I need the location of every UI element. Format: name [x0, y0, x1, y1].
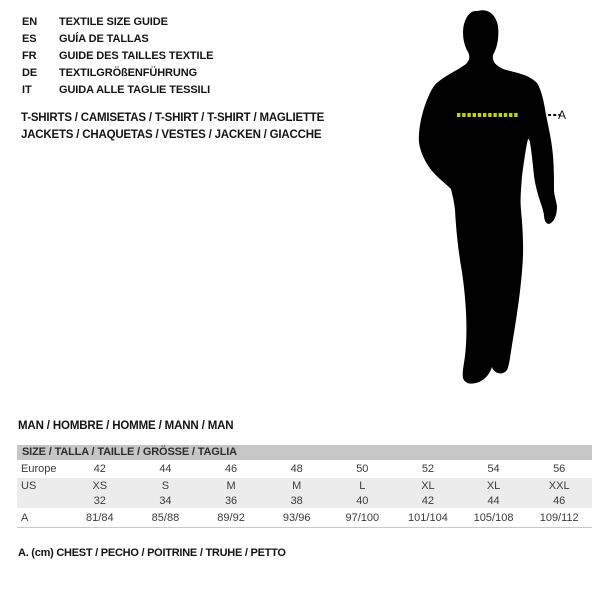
table-cell: 36 — [224, 494, 238, 507]
table-cell: 32 — [93, 494, 106, 507]
table-cell: XL — [421, 479, 435, 492]
table-row-europe — [17, 460, 592, 478]
language-row — [22, 14, 213, 31]
language-label: GUÍA DE TALLAS — [59, 33, 149, 45]
language-row — [22, 82, 213, 99]
silhouette-path — [419, 10, 557, 383]
product-line-jackets: JACKETS / CHAQUETAS / VESTES / JACKEN / GIACCHE — [21, 128, 322, 141]
table-cell: 93/96 — [282, 511, 311, 524]
table-cell: 50 — [356, 463, 369, 475]
language-code: DE — [22, 67, 38, 79]
table-cell: 48 — [290, 463, 303, 475]
size-table-header: SIZE / TALLA / TAILLE / GRÖSSE / TAGLIA — [17, 445, 592, 460]
table-cell: 38 — [290, 494, 303, 507]
section-title-man: MAN / HOMBRE / HOMME / MANN / MAN — [18, 420, 234, 432]
table-cell: 40 — [356, 494, 369, 507]
row-label: US — [21, 479, 37, 492]
man-figure — [400, 0, 600, 400]
table-row-chest-measure — [17, 508, 592, 527]
language-code: EN — [22, 16, 38, 28]
table-row-us-numeric — [17, 493, 592, 508]
row-label: Europe — [21, 463, 57, 475]
table-cell: 97/100 — [345, 511, 380, 524]
table-cell: M — [226, 479, 236, 492]
language-row — [22, 65, 213, 82]
table-cell: 54 — [487, 463, 500, 475]
table-cell: 46 — [224, 463, 238, 475]
language-label: TEXTILGRÖßENFÜHRUNG — [59, 67, 198, 79]
table-cell: 44 — [487, 494, 500, 507]
table-cell: 46 — [553, 494, 566, 507]
language-code: IT — [22, 84, 32, 96]
language-label: TEXTILE SIZE GUIDE — [59, 16, 168, 28]
table-cell: XXL — [548, 479, 570, 492]
table-cell: XL — [486, 479, 501, 492]
table-cell: 109/112 — [539, 511, 579, 524]
table-cell: 105/108 — [473, 511, 514, 524]
language-row — [22, 31, 213, 48]
table-cell: 42 — [421, 494, 435, 507]
language-code: FR — [22, 50, 37, 62]
product-line-tshirts: T-SHIRTS / CAMISETAS / T-SHIRT / T-SHIRT / MAGLIETTE — [21, 112, 325, 124]
table-cell: 34 — [159, 494, 172, 507]
size-table — [17, 445, 592, 528]
language-list — [22, 14, 213, 99]
table-cell: M — [292, 479, 302, 492]
row-label: A — [21, 511, 29, 524]
table-cell: 85/88 — [151, 511, 180, 524]
language-label: GUIDA ALLE TAGLIE TESSILI — [59, 84, 211, 96]
man-silhouette-icon — [400, 0, 600, 400]
product-type-lines — [21, 110, 324, 143]
table-cell: 52 — [421, 463, 435, 475]
table-cell: 44 — [159, 463, 172, 475]
table-cell: 101/104 — [408, 511, 448, 524]
table-cell: 81/84 — [86, 511, 114, 524]
language-label: GUIDE DES TAILLES TEXTILE — [59, 50, 214, 62]
language-row — [22, 48, 213, 65]
table-row-us — [17, 478, 592, 493]
table-cell: 42 — [93, 463, 106, 475]
table-cell: XS — [92, 479, 108, 492]
table-cell: 89/92 — [217, 511, 245, 524]
table-cell: 56 — [553, 463, 566, 475]
table-cell: S — [161, 479, 170, 492]
measurement-footnote: A. (cm) CHEST / PECHO / POITRINE / TRUHE / PETTO — [18, 547, 286, 559]
measure-label-a: A — [558, 108, 567, 122]
language-code: ES — [22, 33, 37, 45]
table-cell: L — [359, 479, 366, 492]
